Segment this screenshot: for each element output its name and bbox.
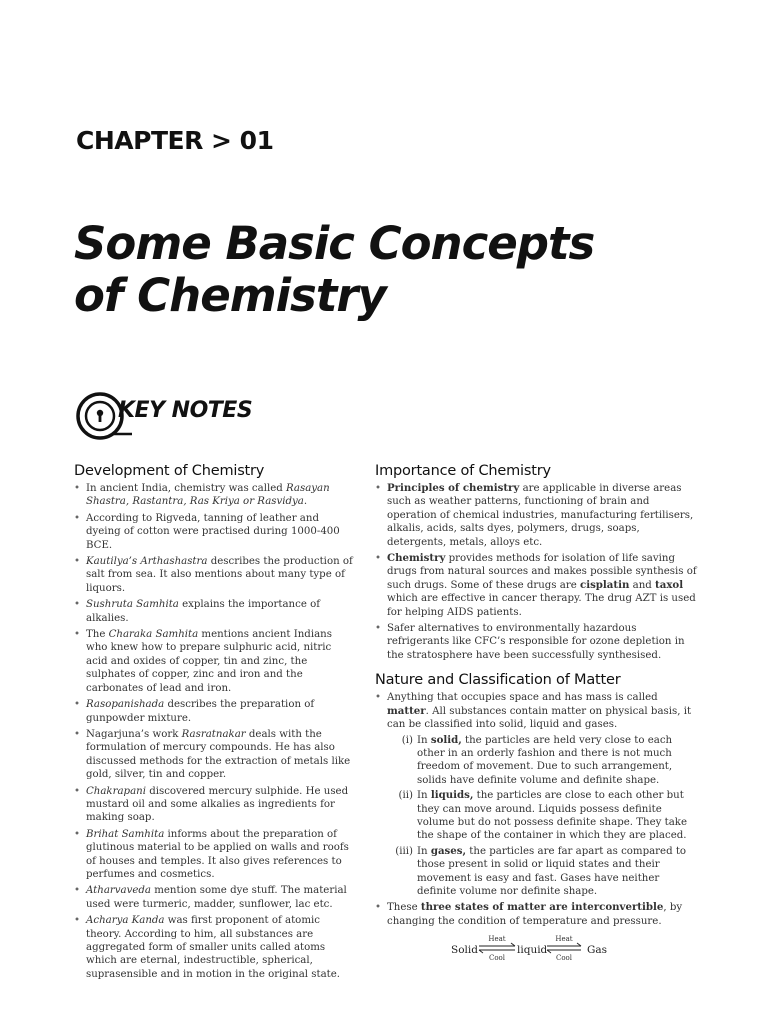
- list-item: • Brihat Samhita informs about the preparation of glutinous material to be applied on walls and roofs of houses and temples. It also gives references to perfumes and cosmetics.: [74, 828, 354, 882]
- list-item: • In ancient India, chemistry was called Rasayan Shastra, Rastantra, Ras Kriya or Rasvidya.: [74, 482, 354, 509]
- list-item: • Safer alternatives to environmentally hazardous refrigerants like CFC’s responsible for ozone depletion in the stratosphere have been successfully synthesised.: [375, 622, 697, 662]
- list-item: • Atharvaveda mention some dye stuff. The material used were turmeric, madder, sunflower, lac etc.: [74, 884, 354, 911]
- key-notes-heading: KEY NOTES: [118, 398, 253, 423]
- list-item: • These three states of matter are interconvertible, by changing the condition of temperature and pressure.: [375, 901, 697, 928]
- eq-gas: Gas: [587, 944, 608, 957]
- eq-cool-label-2: Cool: [555, 954, 573, 963]
- list-item: • Chemistry provides methods for isolation of life saving drugs from natural sources and makes possible synthesis of such drugs. Some of these drugs are cisplatin and taxol which are effective in cancer therapy. The drug AZT is used for helping AIDS patients.: [375, 552, 697, 619]
- list-item: • Principles of chemistry are applicable in diverse areas such as weather patterns, functioning of brain and operation of chemical industries, manufacturing fertilisers, alkalis, acids, salts dyes, polymers, drugs, soaps, detergents, metals, alloys etc.: [375, 482, 697, 549]
- list-item: • According to Rigveda, tanning of leather and dyeing of cotton were practised during 1000-400 BCE.: [74, 512, 354, 552]
- chapter-title: [74, 218, 734, 322]
- chapter-label: CHAPTER > 01: [76, 126, 274, 155]
- title-line-2: of Chemistry: [74, 269, 386, 322]
- list-item: • Anything that occupies space and has mass is called matter. All substances contain matter on physical basis, it can be classified into solid, liquid and gases. (i) In solid, the particles are held very close to each other in an orderly fashion and there is not much freedom of movement. Due to such arrangement, solids have definite volume and definite shape. (ii) In liquids, the particles are close to each other but they can move around. Liquids possess definite volume but do not possess definite shape. They take the shape of the container in which they are placed. (iii) In gases, the particles are far apart as compared to those present in solid or liquid states and their movement is easy and fast. Gases have neither definite volume nor definite shape.: [375, 691, 697, 898]
- sublist-item: (ii) In liquids, the particles are close to each other but they can move around. Liquids possess definite volume but do not possess definite shape. They take the shape of the container in which they are placed.: [398, 789, 687, 842]
- development-list: [74, 482, 354, 981]
- nature-heading: Nature and Classification of Matter: [375, 672, 621, 689]
- eq-liquid: liquid: [517, 944, 548, 957]
- list-item: • Rasopanishada describes the preparation of gunpowder mixture.: [74, 698, 354, 725]
- states-sublist: [387, 734, 697, 899]
- sublist-item: (i) In solid, the particles are held very close to each other in an orderly fashion and there is not much freedom of movement. Due to such arrangement, solids have definite volume and definite shape.: [401, 733, 673, 786]
- list-item: • Acharya Kanda was first proponent of atomic theory. According to him, all substances are aggregated form of smaller units called atoms which are eternal, indestructible, spherical, suprasensible and in motion in the original state.: [74, 914, 354, 981]
- eq-solid: Solid: [451, 944, 478, 957]
- list-item: • Kautilya’s Arthashastra describes the production of salt from sea. It also mentions about many type of liquors.: [74, 555, 354, 595]
- development-heading: Development of Chemistry: [74, 463, 265, 479]
- list-item: • Sushruta Samhita explains the importance of alkalies.: [74, 598, 354, 625]
- states-equilibrium-equation: [375, 933, 697, 967]
- importance-heading: Importance of Chemistry: [375, 463, 551, 479]
- list-item: • Chakrapani discovered mercury sulphide. He used mustard oil and some alkalies as ingredients for making soap.: [74, 785, 354, 825]
- title-line-1: Some Basic Concepts: [74, 217, 595, 270]
- list-item: • Nagarjuna’s work Rasratnakar deals with the formulation of mercury compounds. He has also discussed methods for the extraction of metals like gold, silver, tin and copper.: [74, 728, 354, 782]
- eq-cool-label: Cool: [488, 954, 506, 963]
- eq-heat-label: Heat: [488, 935, 506, 944]
- sublist-item: (iii) In gases, the particles are far apart as compared to those present in solid or liquid states and their movement is easy and fast. Gases have neither definite volume nor definite shape.: [395, 844, 687, 897]
- nature-list: [375, 691, 697, 928]
- importance-list: [375, 482, 697, 662]
- eq-heat-label-2: Heat: [555, 935, 573, 944]
- right-column: [375, 463, 697, 971]
- left-column: [74, 463, 354, 984]
- list-item: • The Charaka Samhita mentions ancient Indians who knew how to prepare sulphuric acid, nitric acid and oxides of copper, tin and zinc, the sulphates of copper, zinc and iron and the carbonates of lead and iron.: [74, 628, 354, 695]
